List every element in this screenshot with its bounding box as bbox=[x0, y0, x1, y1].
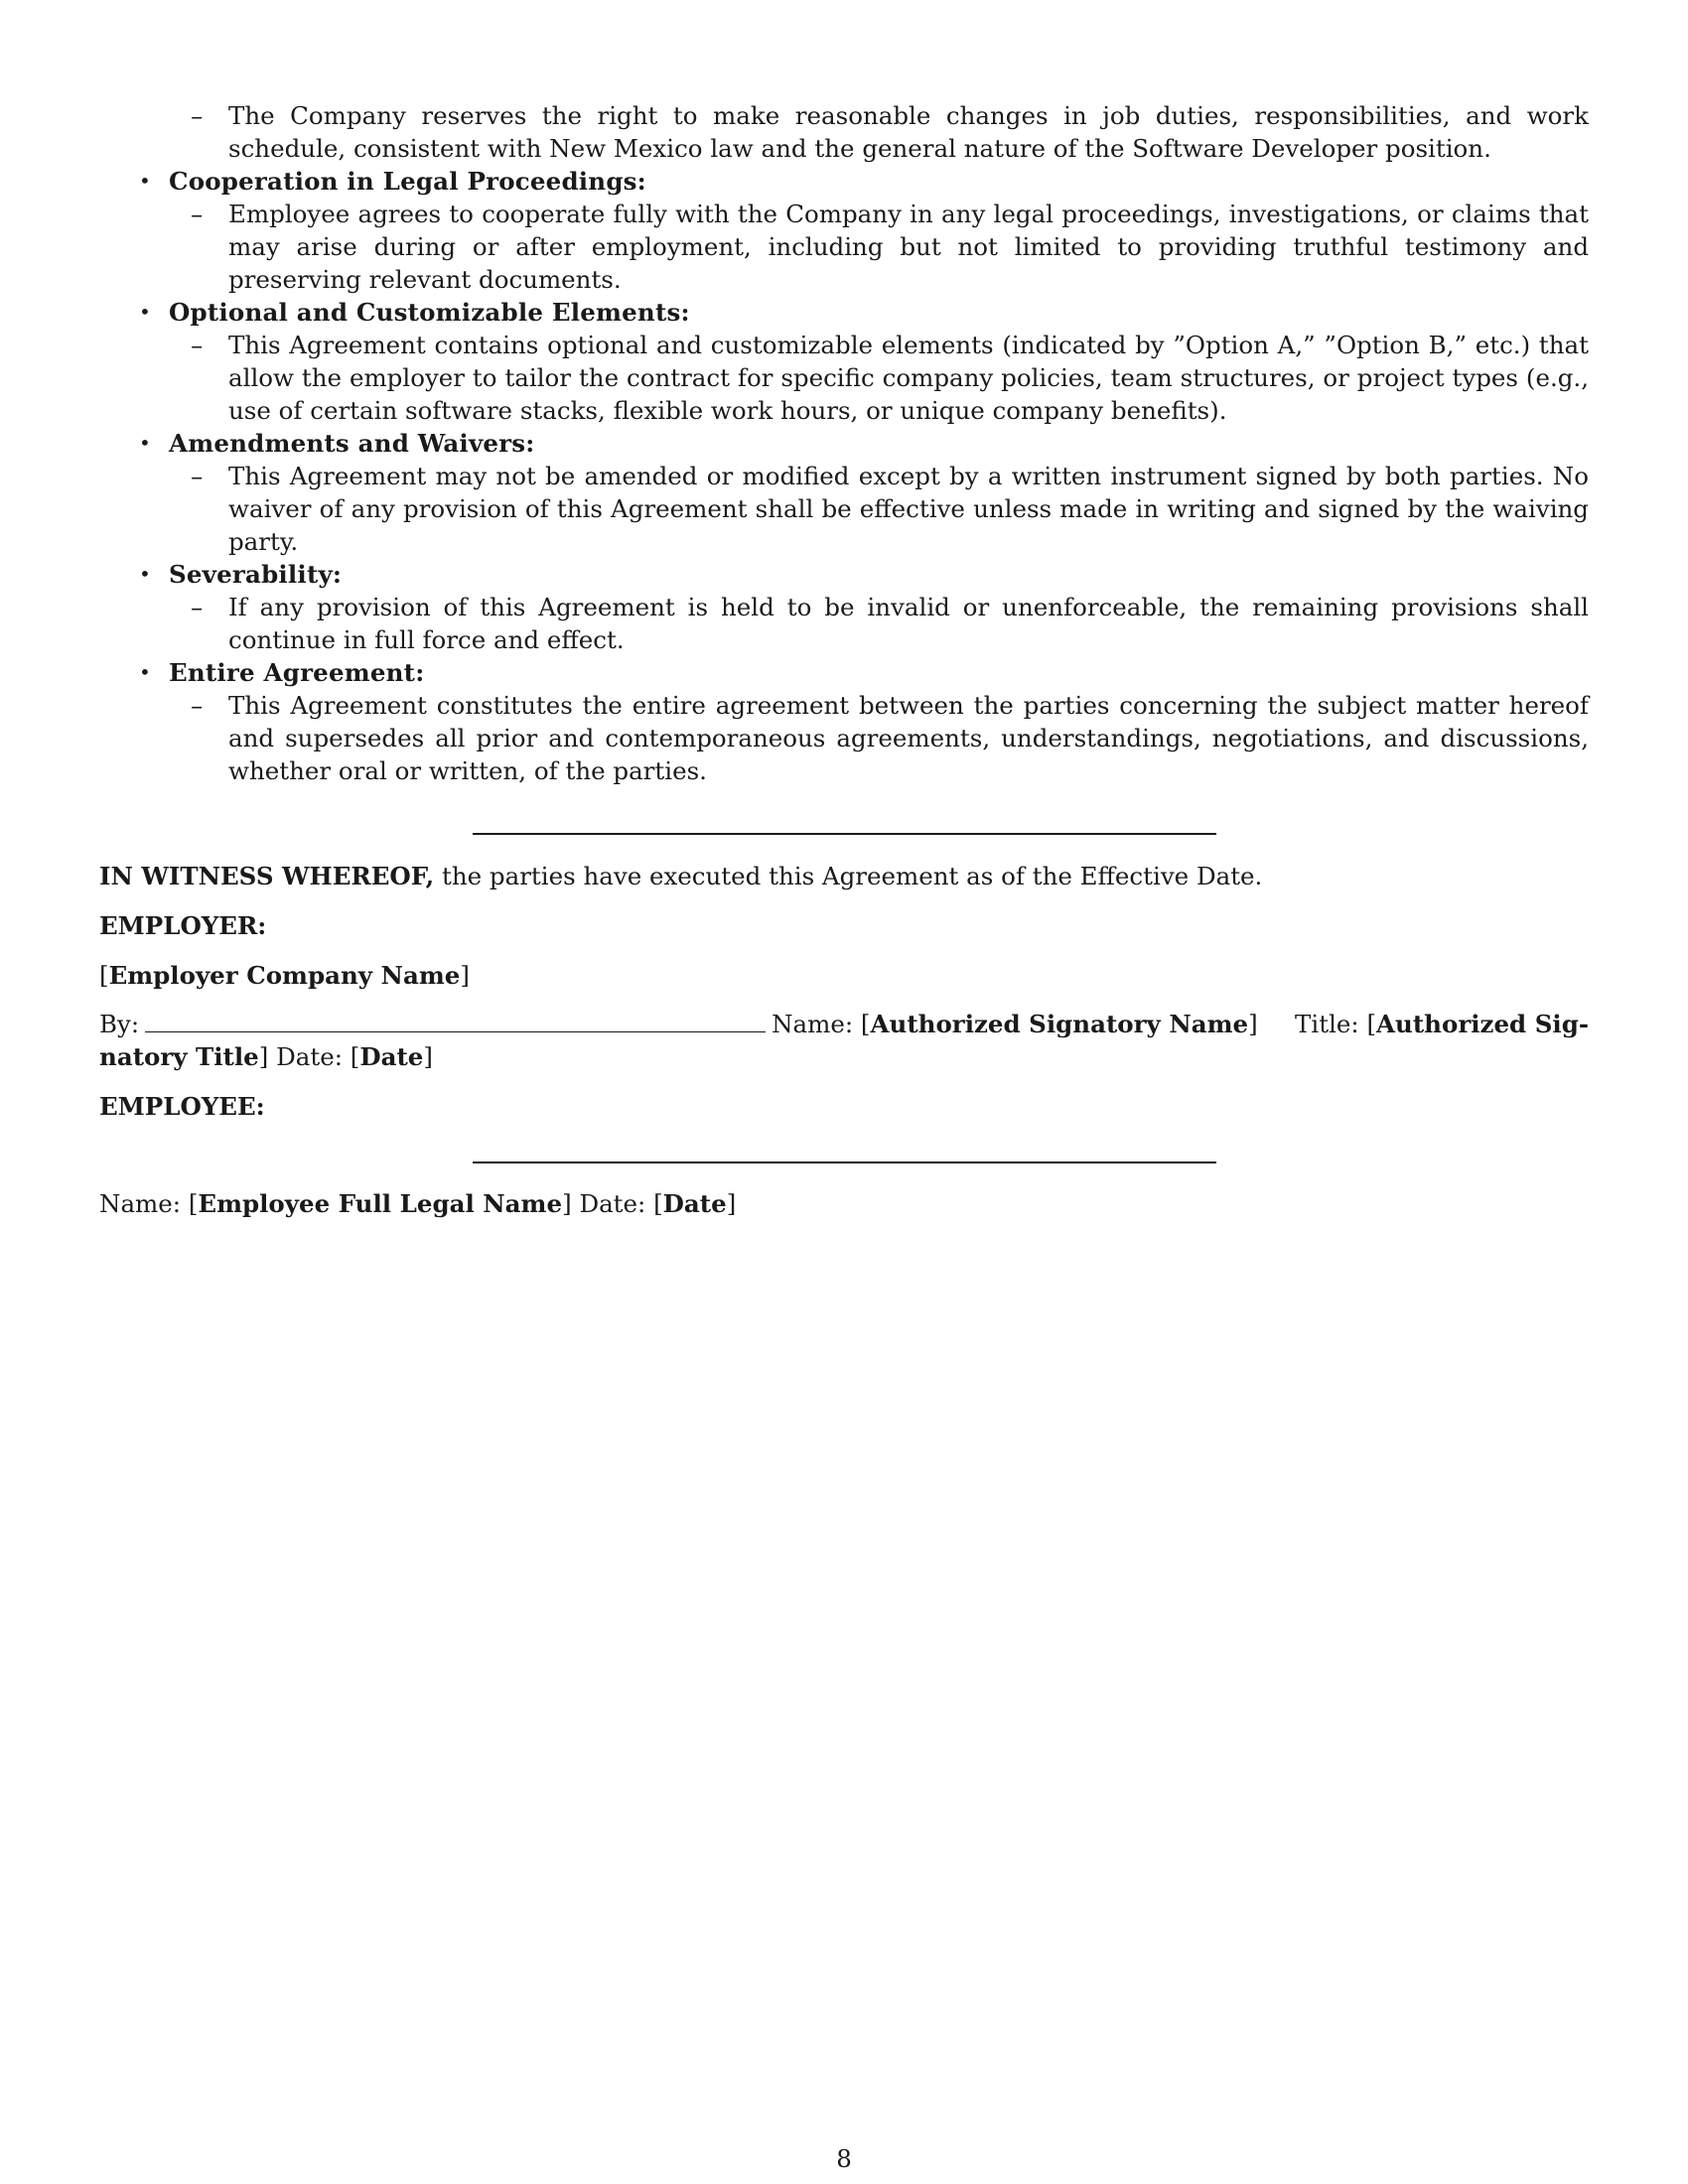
section-heading: Amendments and Waivers: bbox=[169, 429, 535, 458]
list-item bbox=[169, 460, 1589, 558]
document-body bbox=[99, 99, 1589, 787]
dash-icon: – bbox=[191, 101, 204, 130]
employer-signature-left: By: Name: [Authorized Signatory Name] bbox=[99, 1010, 1258, 1038]
dash-icon: – bbox=[191, 593, 204, 621]
employee-date-label: Date: bbox=[579, 1189, 646, 1218]
list-item bbox=[169, 99, 1589, 165]
list-item-text: This Agreement contains optional and customizable elements (indicated by ”Option A,” ”Option B,” etc.) that allow the employer to tailor the contract for specific company policies, team structures, or project types (e.g., use of certain software stacks, flexible work hours, or unique company benefits). bbox=[228, 331, 1589, 425]
employee-signature-line[interactable] bbox=[473, 1161, 1216, 1163]
employer-signature-line-row-2: natory Title] Date: [Date] bbox=[99, 1042, 433, 1071]
section-amendments bbox=[99, 427, 1589, 558]
list-item-text: If any provision of this Agreement is held to be invalid or unenforceable, the remaining provisions shall continue in full force and effect. bbox=[228, 593, 1589, 654]
authorized-signatory-name: Authorized Signatory Name bbox=[870, 1010, 1249, 1038]
section-optional-elements bbox=[99, 296, 1589, 427]
name-label: Name: bbox=[772, 1010, 854, 1038]
section-heading: Optional and Customizable Elements: bbox=[169, 298, 690, 327]
dash-icon: – bbox=[191, 691, 204, 720]
employer-title: Title: [Authorized Sig- bbox=[1295, 1010, 1589, 1038]
employer-signature-line-row bbox=[99, 1008, 1589, 1040]
authorized-signatory-title-1: Authorized Sig- bbox=[1376, 1010, 1589, 1038]
bullet-icon: • bbox=[139, 300, 151, 324]
section-heading: Entire Agreement: bbox=[169, 658, 425, 687]
employer-label: EMPLOYER: bbox=[99, 911, 267, 940]
dash-icon: – bbox=[191, 200, 204, 228]
section-cooperation bbox=[99, 165, 1589, 296]
dash-icon: – bbox=[191, 331, 204, 359]
witness-text: the parties have executed this Agreement as of the Effective Date. bbox=[434, 862, 1263, 890]
section-heading: Cooperation in Legal Proceedings: bbox=[169, 167, 646, 196]
employer-signature-field[interactable] bbox=[145, 1010, 766, 1032]
witness-lead: IN WITNESS WHEREOF, bbox=[99, 862, 435, 890]
employer-date-value: Date bbox=[359, 1042, 424, 1071]
list-item-text: This Agreement constitutes the entire agreement between the parties concerning the subject matter hereof and supersedes all prior and contemporaneous agreements, understandings, negotiations, and discussions, whether oral or written, of the parties. bbox=[228, 691, 1589, 785]
employee-details: Name: [Employee Full Legal Name] Date: [Date] bbox=[99, 1189, 737, 1218]
bullet-icon: • bbox=[139, 169, 151, 193]
section-list bbox=[99, 99, 1589, 787]
bullet-icon: • bbox=[139, 660, 151, 684]
list-item bbox=[169, 329, 1589, 427]
section-continuation bbox=[99, 99, 1589, 165]
section-heading: Severability: bbox=[169, 560, 343, 589]
witness-statement bbox=[99, 860, 1589, 892]
bullet-icon: • bbox=[139, 431, 151, 455]
authorized-signatory-title-2: natory Title bbox=[99, 1042, 259, 1071]
list-item bbox=[169, 198, 1589, 296]
section-severability bbox=[99, 558, 1589, 656]
list-item-text: The Company reserves the right to make reasonable changes in job duties, responsibilities, and work schedule, consistent with New Mexico law and the general nature of the Software Developer position. bbox=[228, 101, 1589, 163]
bullet-icon: • bbox=[139, 562, 151, 586]
list-item-text: Employee agrees to cooperate fully with the Company in any legal proceedings, investigations, or claims that may arise during or after employment, including but not limited to providing truthful testimony and preserving relevant documents. bbox=[228, 200, 1589, 294]
page-number: 8 bbox=[836, 2144, 852, 2173]
list-item bbox=[169, 591, 1589, 656]
list-item bbox=[169, 689, 1589, 787]
title-label: Title: bbox=[1295, 1010, 1359, 1038]
employee-label: EMPLOYEE: bbox=[99, 1092, 265, 1121]
dash-icon: – bbox=[191, 462, 204, 490]
section-entire-agreement bbox=[99, 656, 1589, 787]
employer-company-name: Employer Company Name bbox=[108, 961, 461, 990]
divider-rule bbox=[473, 833, 1216, 835]
employee-date-value: Date bbox=[662, 1189, 727, 1218]
by-label: By: bbox=[99, 1010, 140, 1038]
employer-signature-block bbox=[99, 1008, 1589, 1073]
employer-company: [Employer Company Name] bbox=[99, 961, 470, 990]
employee-name-label: Name: bbox=[99, 1189, 182, 1218]
date-label: Date: bbox=[276, 1042, 343, 1071]
list-item-text: This Agreement may not be amended or modified except by a written instrument signed by both parties. No waiver of any provision of this Agreement shall be effective unless made in writing and signed by the waiving party. bbox=[228, 462, 1589, 556]
employee-full-name: Employee Full Legal Name bbox=[198, 1189, 563, 1218]
